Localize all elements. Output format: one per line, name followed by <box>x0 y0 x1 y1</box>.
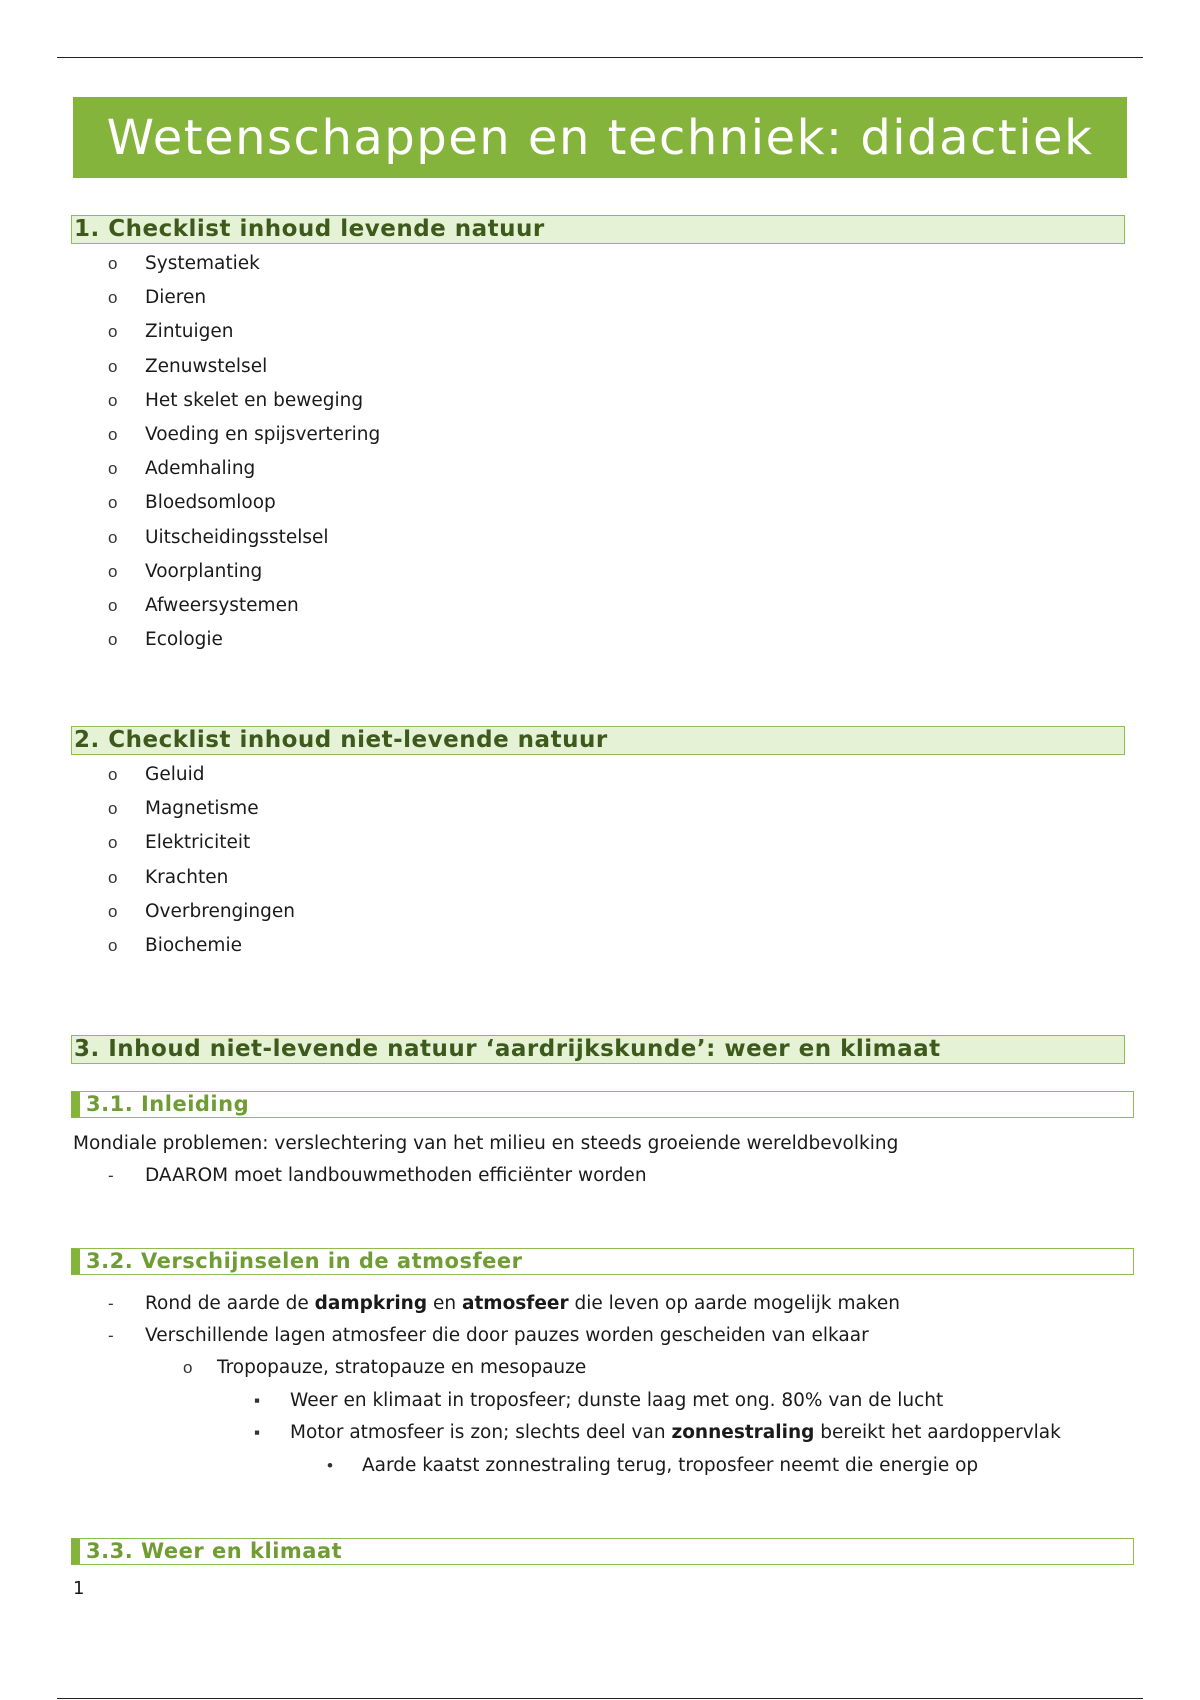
section-1-list-item: Uitscheidingsstelsel <box>145 526 329 548</box>
section-1-list-item: Voorplanting <box>145 560 263 582</box>
dot-bullet: • <box>327 1456 333 1475</box>
square-bullet: ▪ <box>254 1391 261 1410</box>
circle-bullet: o <box>108 493 118 513</box>
square-bullet: ▪ <box>254 1423 261 1442</box>
circle-bullet: o <box>108 833 118 853</box>
dash-bullet: - <box>108 1294 114 1313</box>
section-3-3-heading: 3.3. Weer en klimaat <box>71 1538 1134 1565</box>
section-3-1-bullet: DAAROM moet landbouwmethoden efficiënter worden <box>145 1165 647 1186</box>
section-2-list-item: Geluid <box>145 764 205 785</box>
section-2-list-item: Elektriciteit <box>145 832 251 854</box>
section-1-list-item: Afweersystemen <box>145 595 299 616</box>
top-rule <box>57 57 1143 58</box>
circle-bullet: o <box>108 596 118 615</box>
section-3-2-bullet-2: Verschillende lagen atmosfeer die door pauzes worden gescheiden van elkaar <box>145 1325 869 1346</box>
circle-bullet: o <box>108 356 118 376</box>
circle-bullet: o <box>108 561 118 581</box>
section-3-2-sub-sub-bullet-b: Motor atmosfeer is zon; slechts deel van zonnestraling bereikt het aardoppervlak <box>290 1422 1061 1443</box>
circle-bullet: o <box>108 527 118 547</box>
section-3-2-level-4-bullet: Aarde kaatst zonnestraling terug, troposfeer neemt die energie op <box>362 1455 979 1476</box>
section-1-list-item: Ademhaling <box>145 458 256 480</box>
section-2-list-item: Biochemie <box>145 935 242 956</box>
section-2-list-item: Krachten <box>145 866 229 888</box>
section-1-list-item: Het skelet en beweging <box>145 389 364 411</box>
circle-bullet: o <box>108 765 118 784</box>
circle-bullet: o <box>108 254 118 273</box>
section-1-list-item: Bloedsomloop <box>145 492 276 514</box>
dash-bullet: - <box>108 1326 114 1345</box>
circle-bullet: o <box>108 867 118 887</box>
circle-bullet: o <box>108 459 118 479</box>
page-number: 1 <box>73 1578 85 1599</box>
section-1-list-item: Voeding en spijsvertering <box>145 424 381 445</box>
section-3-2-sub-bullet: Tropopauze, stratopauze en mesopauze <box>217 1357 587 1378</box>
section-2-list-item: Overbrengingen <box>145 900 296 922</box>
section-3-heading: 3. Inhoud niet-levende natuur ‘aardrijkskunde’: weer en klimaat <box>71 1035 1125 1064</box>
circle-bullet: o <box>108 901 118 921</box>
section-3-1-heading: 3.1. Inleiding <box>71 1091 1134 1118</box>
section-2-list-item: Magnetisme <box>145 798 259 820</box>
bottom-rule <box>57 1698 1143 1699</box>
dash-bullet: - <box>108 1166 114 1185</box>
section-1-list-item: Systematiek <box>145 253 260 274</box>
section-3-2-sub-sub-bullet-a: Weer en klimaat in troposfeer; dunste laag met ong. 80% van de lucht <box>290 1390 944 1411</box>
circle-bullet: o <box>108 936 118 955</box>
circle-bullet: o <box>108 288 118 308</box>
document-title: Wetenschappen en techniek: didactiek <box>73 97 1127 178</box>
section-2-heading: 2. Checklist inhoud niet-levende natuur <box>71 726 1125 755</box>
section-3-1-paragraph: Mondiale problemen: verslechtering van het milieu en steeds groeiende wereldbevolking <box>73 1133 899 1154</box>
section-3-2-bullet-1: Rond de aarde de dampkring en atmosfeer die leven op aarde mogelijk maken <box>145 1293 900 1314</box>
circle-bullet: o <box>108 425 118 444</box>
section-1-list-item: Dieren <box>145 287 207 309</box>
circle-bullet: o <box>183 1358 193 1377</box>
section-3-2-heading: 3.2. Verschijnselen in de atmosfeer <box>71 1248 1134 1275</box>
circle-bullet: o <box>108 390 118 410</box>
circle-bullet: o <box>108 799 118 819</box>
circle-bullet: o <box>108 630 118 650</box>
section-1-list-item: Zintuigen <box>145 321 234 343</box>
section-1-list-item: Ecologie <box>145 629 223 651</box>
section-1-list-item: Zenuwstelsel <box>145 355 268 377</box>
section-1-heading: 1. Checklist inhoud levende natuur <box>71 215 1125 244</box>
circle-bullet: o <box>108 322 118 342</box>
